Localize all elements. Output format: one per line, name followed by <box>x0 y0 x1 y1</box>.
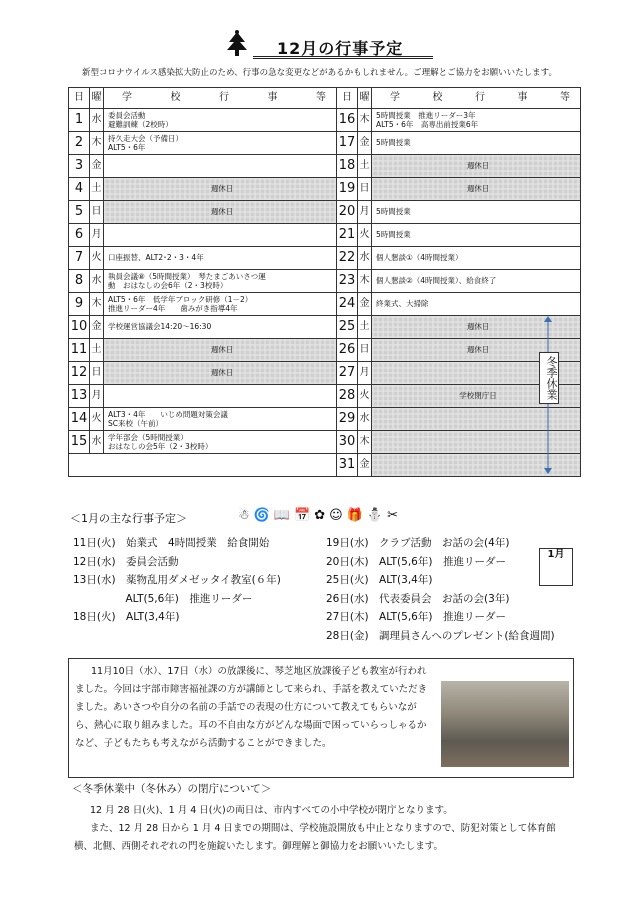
event-line: 持久走大会（予備日） <box>108 133 183 143</box>
event-cell <box>372 247 581 270</box>
holiday-cell <box>372 155 581 178</box>
tools-icon: ✂ <box>387 508 398 523</box>
header-event-char: 校 <box>432 91 443 103</box>
calendar-row <box>69 132 581 155</box>
event-cell <box>372 224 581 247</box>
calendar-row <box>69 362 581 385</box>
january-item: 11日(火) 始業式 4時間授業 給食開始 <box>73 537 270 549</box>
winter-break-marker <box>538 314 558 476</box>
january-badge <box>539 548 573 586</box>
weekday: 水 <box>90 109 104 132</box>
january-item: ALT(5,6年) 推進リーダー <box>73 592 253 605</box>
event-line: 5時間授業 <box>376 207 411 217</box>
day-number: 9 <box>69 293 90 316</box>
holiday-cell <box>104 178 337 201</box>
calendar-row <box>69 178 581 201</box>
january-item: 26日(水) 代表委員会 お話の会(3年) <box>326 592 510 605</box>
event-cell <box>104 385 337 408</box>
weekday: 土 <box>358 316 372 339</box>
event-line: 週休日 <box>466 345 490 355</box>
day-number: 27 <box>337 362 358 385</box>
header-event-char: 行 <box>475 91 485 103</box>
calendar-row <box>69 385 581 408</box>
weekday: 月 <box>90 224 104 247</box>
weekday: 木 <box>90 293 104 316</box>
january-item: 12日(水) 委員会活動 <box>73 555 179 568</box>
event-cell <box>372 201 581 224</box>
day-number: 8 <box>69 270 90 293</box>
event-line: ALT5・6年 低学年ブロック研修（1－2） <box>108 294 253 304</box>
winter-paragraph-1: 12 月 28 日(火)、1 月 4 日(火)の両日は、市内すべての小中学校が閉庁となります。 <box>90 805 453 816</box>
event-line: 週休日 <box>466 322 490 332</box>
calendar-row <box>69 247 581 270</box>
day-number: 28 <box>337 385 358 408</box>
calendar-row <box>69 431 581 454</box>
day-number: 17 <box>337 132 358 155</box>
event-line: 委員会活動 <box>108 110 146 120</box>
classroom-photo <box>441 681 569 767</box>
day-number: 18 <box>337 155 358 178</box>
day-number: 21 <box>337 224 358 247</box>
weekday: 火 <box>90 247 104 270</box>
event-line: 学年部会（5時間授業） <box>108 432 188 442</box>
person-icon: ☺ <box>329 508 343 523</box>
event-line: 学校運営協議会14:20〜16:30 <box>108 322 212 332</box>
header-weekday: 曜 <box>90 88 104 109</box>
day-number: 30 <box>337 431 358 454</box>
header-event-char: 等 <box>316 91 326 103</box>
winter-break-label: 冬季休業 <box>539 352 559 404</box>
event-line: 終業式、大掃除 <box>376 299 429 309</box>
event-cell <box>104 132 337 155</box>
event-line: 推進リーダー4年 歯みがき指導4年 <box>108 304 238 313</box>
event-cell <box>104 316 337 339</box>
weekday: 土 <box>90 339 104 362</box>
event-line: 週休日 <box>210 207 234 217</box>
holiday-cell <box>104 339 337 362</box>
event-line: ALT5・6年 高専出前授業6年 <box>376 120 479 129</box>
calendar-row <box>69 270 581 293</box>
header-event-char: 校 <box>170 91 181 103</box>
event-line: 動 おはなしの会6年（2・3校時） <box>108 281 228 290</box>
header-events <box>372 88 581 109</box>
calendar-row <box>69 201 581 224</box>
mascot-icon: ☃ <box>238 508 250 523</box>
calendar-row <box>69 339 581 362</box>
calendar-header-row <box>69 88 581 109</box>
event-line: 個人懇談①（4時間授業） <box>376 253 463 263</box>
event-line: 週休日 <box>210 184 234 194</box>
january-list-right <box>326 534 555 646</box>
event-cell <box>104 408 337 431</box>
event-cell <box>372 270 581 293</box>
weekday: 水 <box>358 247 372 270</box>
weekday: 金 <box>358 293 372 316</box>
header-event-char: 事 <box>267 91 278 103</box>
event-cell <box>104 224 337 247</box>
weekday: 水 <box>90 431 104 454</box>
calendar-row <box>69 293 581 316</box>
calendar-row <box>69 224 581 247</box>
weekday: 月 <box>358 201 372 224</box>
weekday: 日 <box>358 339 372 362</box>
empty-cell <box>69 454 337 477</box>
january-item: 25日(火) ALT(3,4年) <box>326 574 433 587</box>
event-line: 学校閉庁日 <box>459 391 497 401</box>
day-number: 5 <box>69 201 90 224</box>
day-number: 15 <box>69 431 90 454</box>
weekday: 火 <box>90 408 104 431</box>
weekday: 水 <box>358 408 372 431</box>
header-event-char: 学 <box>390 91 400 103</box>
day-number: 23 <box>337 270 358 293</box>
january-item: 20日(木) ALT(5,6年) 推進リーダー <box>326 555 506 568</box>
weekday: 火 <box>358 224 372 247</box>
holiday-cell <box>372 178 581 201</box>
weekday: 木 <box>90 132 104 155</box>
winter-paragraph-2: また、12 月 28 日から 1 月 4 日までの期間は、学校施設開放も中止となりますので、防犯対策として体育館横、北側、西側それぞれの門を施錠いたします。御理解と御協力をお願いいたします。 <box>74 823 556 852</box>
weekday: 月 <box>90 385 104 408</box>
january-item: 18日(火) ALT(3,4年) <box>73 611 180 624</box>
event-cell <box>104 155 337 178</box>
header-event-char: 事 <box>517 91 528 103</box>
day-number: 29 <box>337 408 358 431</box>
flower-icon: ✿ <box>314 508 326 523</box>
winter-notice <box>74 802 574 856</box>
day-number: 19 <box>337 178 358 201</box>
calendar-row <box>69 109 581 132</box>
day-number: 20 <box>337 201 358 224</box>
day-number: 14 <box>69 408 90 431</box>
january-item: 27日(木) ALT(5,6年) 推進リーダー <box>326 611 506 624</box>
event-line: 口座振替、ALT2･2・3・4年 <box>108 253 204 263</box>
header-event-char: 等 <box>560 91 570 103</box>
event-line: 5時間授業 <box>376 230 411 240</box>
event-line: ALT5・6年 <box>108 143 146 152</box>
weekday: 月 <box>358 362 372 385</box>
weekday: 木 <box>358 109 372 132</box>
event-line: 週休日 <box>210 368 234 378</box>
event-line: 週休日 <box>210 345 234 355</box>
event-cell <box>372 293 581 316</box>
page-title: 12月の行事予定 <box>277 39 404 58</box>
day-number: 6 <box>69 224 90 247</box>
weekday: 金 <box>358 132 372 155</box>
header-weekday: 曜 <box>358 88 372 109</box>
day-number: 13 <box>69 385 90 408</box>
january-title: ＜1月の主な行事予定＞ <box>70 512 187 525</box>
event-line: 避難訓練（2校時） <box>108 120 173 129</box>
event-cell <box>104 247 337 270</box>
calendar-row <box>69 155 581 178</box>
event-line: ALT3・4年 いじめ問題対策会議 <box>108 409 228 419</box>
weekday: 金 <box>90 316 104 339</box>
gift-icon: 🎁 <box>346 508 363 523</box>
event-line: 5時間授業 推進リーダー3年 <box>376 110 476 120</box>
weekday: 土 <box>90 178 104 201</box>
january-list-left <box>73 534 281 627</box>
event-cell <box>104 293 337 316</box>
header-event-char: 行 <box>219 91 229 103</box>
report-text: 11月10日（水）、17日（水）の放課後に、琴芝地区放課後子ども教室が行われました。今回は宇部市障害福祉課の方が講師として来られ、手話を教えていただきました。あいさつや自分の名前の手話での表現の仕方について教えてもらいながら、熱心に取り組みました。耳の不自由な方がどんな場面で困っていらっしゃるかなど、子どもたちも考えながら活動することができました。 <box>75 666 428 749</box>
day-number: 10 <box>69 316 90 339</box>
day-number: 1 <box>69 109 90 132</box>
day-number: 24 <box>337 293 358 316</box>
day-number: 2 <box>69 132 90 155</box>
winter-title: ＜冬季休業中（冬休み）の閉庁について＞ <box>72 783 272 795</box>
spiral-icon: 🌀 <box>253 508 270 523</box>
day-number: 7 <box>69 247 90 270</box>
decorative-icons <box>238 508 398 523</box>
january-item: 13日(水) 薬物乱用ダメゼッタイ教室(６年) <box>73 574 281 587</box>
weekday: 木 <box>358 270 372 293</box>
day-number: 31 <box>337 454 358 477</box>
day-number: 16 <box>337 109 358 132</box>
header-events <box>104 88 337 109</box>
day-number: 26 <box>337 339 358 362</box>
day-number: 22 <box>337 247 358 270</box>
january-item: 28日(金) 調理員さんへのプレゼント(給食週間) <box>326 629 555 642</box>
snowman-icon: ⛄ <box>366 508 384 523</box>
event-cell <box>104 431 337 454</box>
day-number: 12 <box>69 362 90 385</box>
header-day: 日 <box>337 88 358 109</box>
calendar-row <box>69 408 581 431</box>
weekday: 水 <box>90 270 104 293</box>
header-day: 日 <box>69 88 90 109</box>
weekday: 金 <box>90 155 104 178</box>
weekday: 日 <box>90 362 104 385</box>
december-calendar <box>68 87 581 477</box>
holiday-cell <box>104 362 337 385</box>
weekday: 日 <box>90 201 104 224</box>
event-cell <box>372 132 581 155</box>
weekday: 土 <box>358 155 372 178</box>
january-badge-text: 1月 <box>547 549 565 560</box>
page-title-banner <box>225 30 435 58</box>
book-icon: 📖 <box>273 508 291 523</box>
event-line: 週休日 <box>466 161 490 171</box>
day-number: 11 <box>69 339 90 362</box>
weekday: 木 <box>358 431 372 454</box>
weekday: 日 <box>358 178 372 201</box>
calendar-row <box>69 454 581 477</box>
event-line: SC来校（午前） <box>108 419 163 428</box>
report-box <box>68 658 574 778</box>
notice-text: 新型コロナウイルス感染拡大防止のため、行事の急な変更などがあるかもしれません。ご理解とご協力をお願いいたします。 <box>82 68 557 78</box>
january-item: 19日(水) クラブ活動 お話の会(4年) <box>326 537 510 549</box>
event-line: 執員会議⑧（5時間授業） 琴たまごあいさつ運 <box>108 271 266 281</box>
header-event-char: 学 <box>122 91 132 103</box>
event-line: 週休日 <box>466 184 490 194</box>
event-cell <box>372 109 581 132</box>
calendar-icon: 📅 <box>294 508 311 523</box>
day-number: 25 <box>337 316 358 339</box>
event-cell <box>104 270 337 293</box>
event-line: 個人懇談②（4時間授業）、給食終了 <box>376 276 497 286</box>
weekday: 金 <box>358 454 372 477</box>
day-number: 3 <box>69 155 90 178</box>
calendar-row <box>69 316 581 339</box>
holiday-cell <box>104 201 337 224</box>
event-line: おはなしの会5年（2・3校時） <box>108 442 213 451</box>
day-number: 4 <box>69 178 90 201</box>
event-line: 5時間授業 <box>376 138 411 148</box>
weekday: 火 <box>358 385 372 408</box>
event-cell <box>104 109 337 132</box>
